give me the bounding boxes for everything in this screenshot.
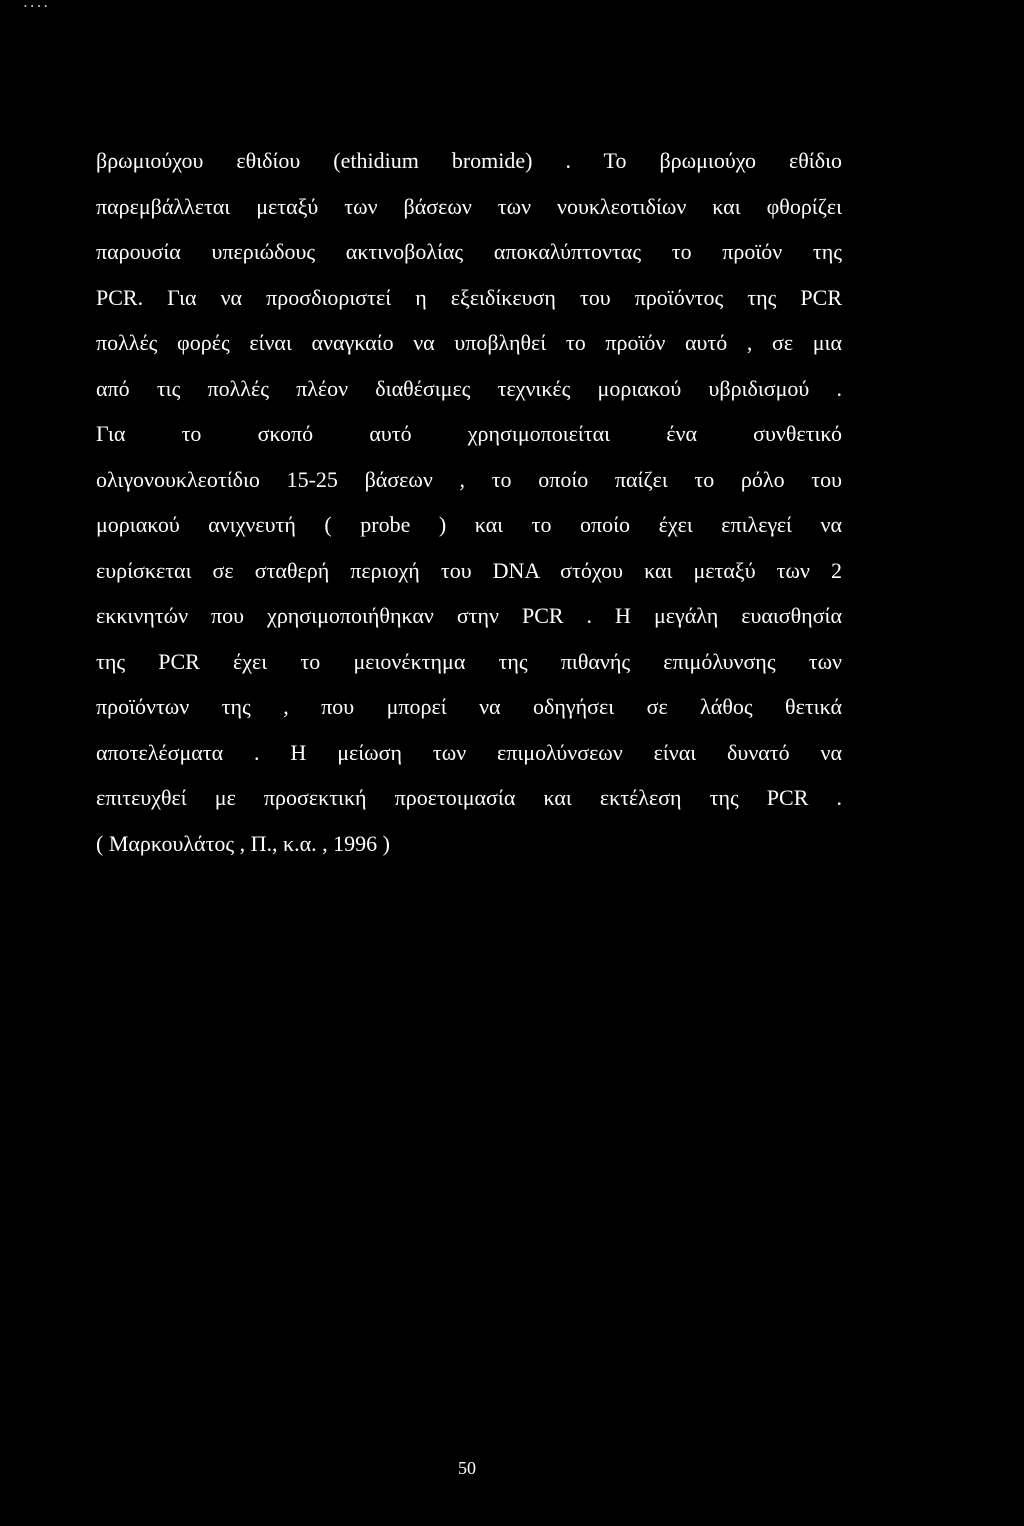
text-line: βρωμιούχου εθιδίου (ethidium bromide) . Το βρωμιούχο εθίδιο: [96, 148, 842, 173]
text-line: PCR. Για να προσδιοριστεί η εξειδίκευση του προϊόντος της PCR: [96, 284, 842, 310]
body-paragraph: [96, 138, 842, 866]
text-line: της PCR έχει το μειονέκτημα της πιθανής επιμόλυνσης των: [96, 648, 842, 674]
text-line: παρεμβάλλεται μεταξύ των βάσεων των νουκλεοτιδίων και φθορίζει: [96, 193, 842, 219]
text-line: από τις πολλές πλέον διαθέσιμες τεχνικές μοριακού υβριδισμού .: [96, 375, 842, 401]
text-line: προϊόντων της , που μπορεί να οδηγήσει σε λάθος θετικά: [96, 694, 842, 719]
text-line: μοριακού ανιχνευτή ( probe ) και το οποίο έχει επιλεγεί να: [96, 512, 842, 537]
text-line: ολιγονουκλεοτίδιο 15-25 βάσεων , το οποίο παίζει το ρόλο του: [96, 466, 842, 492]
text-line: εκκινητών που χρησιμοποιήθηκαν στην PCR . Η μεγάλη ευαισθησία: [96, 603, 842, 628]
page-number: 50: [458, 1458, 476, 1478]
text-line: παρουσία υπεριώδους ακτινοβολίας αποκαλύπτοντας το προϊόν της: [96, 239, 842, 264]
scan-corner-mark: • • • •: [24, 2, 49, 11]
citation-line: ( Μαρκουλάτος , Π., κ.α. , 1996 ): [96, 830, 390, 856]
text-line: επιτευχθεί με προσεκτική προετοιμασία και εκτέλεση της PCR .: [96, 785, 842, 810]
text-line: αποτελέσματα . Η μείωση των επιμολύνσεων είναι δυνατό να: [96, 739, 842, 765]
text-line: ευρίσκεται σε σταθερή περιοχή του DNA στόχου και μεταξύ των 2: [96, 557, 842, 583]
text-line: Για το σκοπό αυτό χρησιμοποιείται ένα συνθετικό: [96, 421, 842, 446]
text-line: πολλές φορές είναι αναγκαίο να υποβληθεί το προϊόν αυτό , σε μια: [96, 330, 842, 355]
